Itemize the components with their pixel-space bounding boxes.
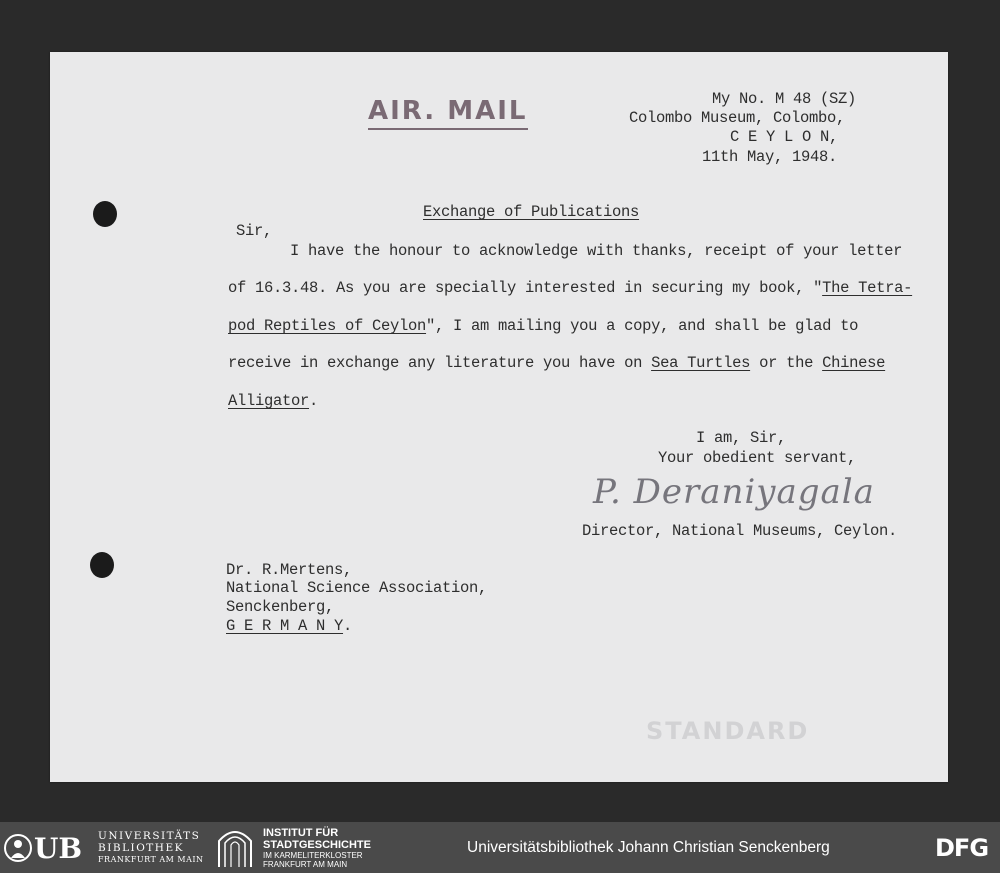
ub-line-3: FRANKFURT AM MAIN	[98, 855, 204, 864]
letter-date: 11th May, 1948.	[702, 148, 838, 166]
recipient-line-1: Dr. R.Mertens,	[226, 561, 353, 579]
body-line-3: pod Reptiles of Ceylon", I am mailing you a copy, and shall be glad to	[228, 317, 859, 335]
dfg-logo[interactable]: DFG	[935, 834, 989, 862]
punch-hole-top	[93, 201, 117, 227]
isg-line-3: IM KARMELITERKLOSTER	[263, 851, 363, 860]
ub-line-1: UNIVERSITÄTS	[98, 830, 201, 842]
letter-page	[50, 52, 948, 782]
footer-center-title[interactable]: Universitätsbibliothek Johann Christian Senckenberg	[467, 839, 830, 856]
salutation: Sir,	[236, 222, 273, 240]
ub-line-2: BIBLIOTHEK	[98, 842, 184, 854]
body-line-2: of 16.3.48. As you are specially interested in securing my book, "The Tetra-	[228, 279, 913, 297]
punch-hole-bottom	[90, 552, 114, 578]
recipient-line-3: Senckenberg,	[226, 598, 335, 616]
isg-line-4: FRANKFURT AM MAIN	[263, 860, 348, 869]
isg-line-1: INSTITUT FÜR	[263, 827, 339, 839]
isg-line-2: STADTGESCHICHTE	[263, 839, 371, 851]
handwritten-signature: P. Deraniyagala	[593, 472, 875, 512]
sender-address-line-2: C E Y L O N,	[730, 128, 839, 146]
body-line-5: Alligator.	[228, 392, 319, 410]
closing-line-1: I am, Sir,	[696, 429, 787, 447]
sender-address-line-1: Colombo Museum, Colombo,	[629, 109, 846, 127]
faded-stamp: STANDARD	[646, 717, 810, 745]
reference-number: My No. M 48 (SZ)	[712, 90, 857, 108]
closing-line-2: Your obedient servant,	[658, 449, 857, 467]
body-line-4: receive in exchange any literature you have on Sea Turtles or the Chinese	[228, 354, 886, 372]
recipient-line-4: G E R M A N Y.	[226, 617, 353, 635]
airmail-handwritten: AIR. MAIL	[368, 96, 527, 126]
body-line-1: I have the honour to acknowledge with thanks, receipt of your letter	[290, 242, 903, 260]
isg-arch-icon	[215, 827, 255, 869]
letter-subject: Exchange of Publications	[423, 203, 640, 221]
recipient-line-2: National Science Association,	[226, 579, 488, 597]
ub-letters: UB	[34, 832, 83, 865]
footer-bar	[0, 822, 1000, 873]
signer-title: Director, National Museums, Ceylon.	[582, 522, 898, 540]
ub-logo[interactable]	[4, 828, 204, 868]
isg-logo[interactable]	[215, 827, 415, 869]
